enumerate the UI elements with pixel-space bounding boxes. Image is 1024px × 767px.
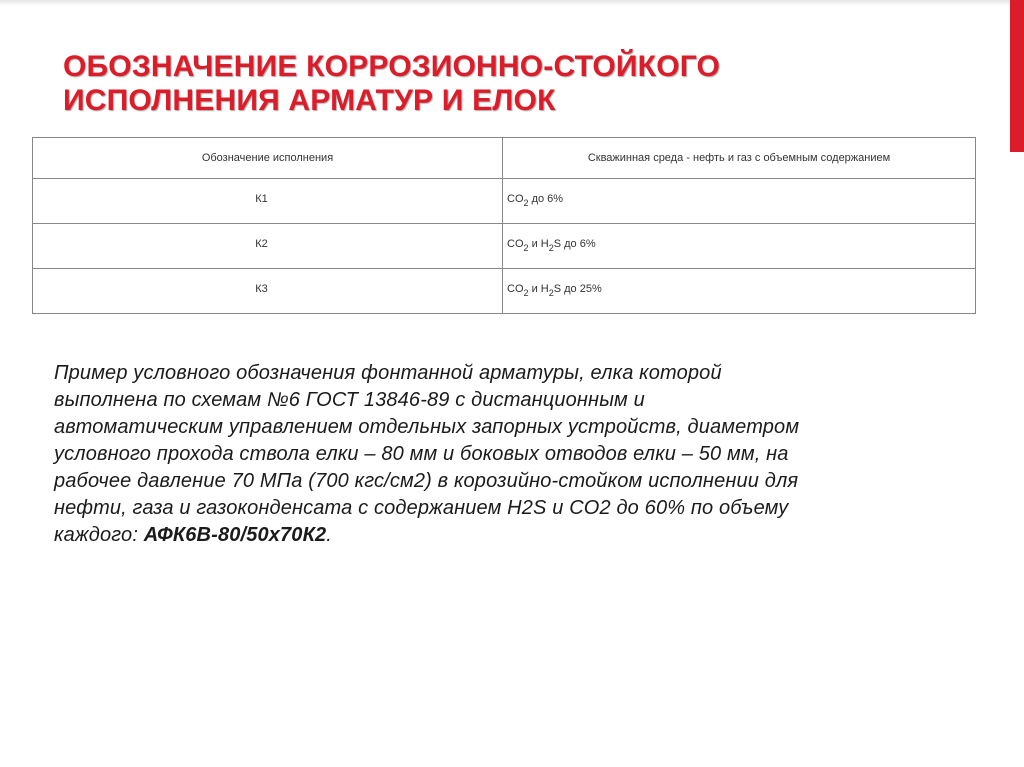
paragraph-line: автоматическим управлением отдельных запорных устройств, диаметром xyxy=(54,416,800,438)
header-designation: Обозначение исполнения xyxy=(33,138,503,179)
slide-title-line-1: ОБОЗНАЧЕНИЕ КОРРОЗИОННО-СТОЙКОГО xyxy=(63,50,721,83)
designation-cell: К1 xyxy=(33,179,503,224)
table-row xyxy=(33,269,976,314)
designation-cell: К2 xyxy=(33,224,503,269)
slide-title-line-2: ИСПОЛНЕНИЯ АРМАТУР И ЕЛОК xyxy=(63,84,556,117)
example-paragraph xyxy=(54,360,914,549)
slide-title xyxy=(63,50,963,118)
medium-cell: $CO_2$ до 6% xyxy=(503,179,976,224)
paragraph-line: Пример условного обозначения фонтанной арматуры, елка которой xyxy=(54,362,722,384)
slide-top-shadow xyxy=(0,0,1024,6)
table-header-row xyxy=(33,138,976,179)
table-row xyxy=(33,179,976,224)
paragraph-line: рабочее давление 70 МПа (700 кгс/см2) в корозийно-стойком исполнении для xyxy=(54,470,799,492)
corrosion-designation-table xyxy=(32,137,976,314)
table-row xyxy=(33,224,976,269)
last-line-suffix: . xyxy=(326,524,333,546)
paragraph-line: нефти, газа и газоконденсата с содержанием H2S и CO2 до 60% по объему xyxy=(54,497,789,519)
accent-bar xyxy=(1010,0,1024,152)
medium-cell: $CO_2$ и $H_2S$ до 6% xyxy=(503,224,976,269)
designation-cell: К3 xyxy=(33,269,503,314)
paragraph-line: выполнена по схемам №6 ГОСТ 13846-89 с дистанционным и xyxy=(54,389,645,411)
last-line-prefix: каждого: xyxy=(54,524,144,546)
medium-cell: $CO_2$ и $H_2S$ до 25% xyxy=(503,269,976,314)
paragraph-last-line xyxy=(54,522,914,549)
designation-code: АФК6В-80/50х70К2 xyxy=(143,524,327,546)
paragraph-line: условного прохода ствола елки – 80 мм и боковых отводов елки – 50 мм, на xyxy=(54,443,789,465)
header-well-medium: Скважинная среда - нефть и газ с объемным содержанием xyxy=(503,138,976,179)
